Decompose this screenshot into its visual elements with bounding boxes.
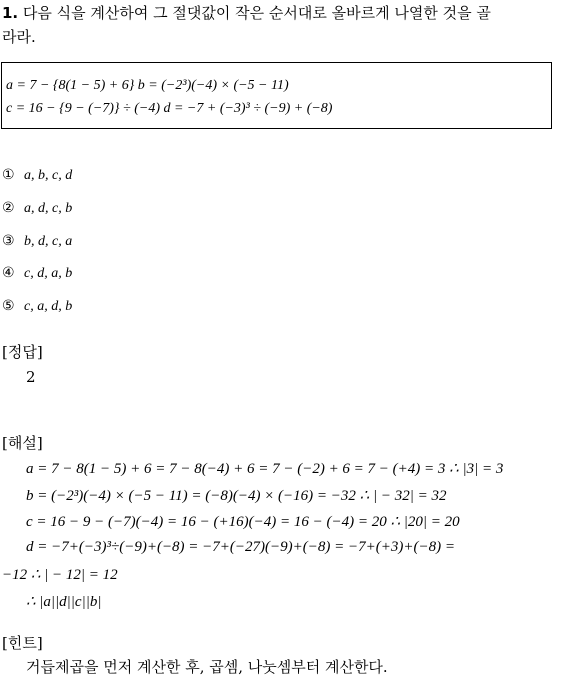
- question-line-1: [2, 1, 491, 25]
- option-text: c, d, a, b: [24, 266, 73, 281]
- option-number: ①: [2, 167, 15, 183]
- option-5[interactable]: [2, 298, 72, 315]
- option-text: a, b, c, d: [24, 168, 73, 183]
- given-line-2: c = 16 − {9 − (−7)} ÷ (−4) d = −7 + (−3)³ ÷ (−9) + (−8): [6, 101, 333, 116]
- option-1[interactable]: [2, 167, 72, 184]
- option-number: ②: [2, 200, 15, 216]
- solution-line: c = 16 − 9 − (−7)(−4) = 16 − (+16)(−4) = 16 − (−4) = 20 ∴ |20| = 20: [26, 514, 460, 530]
- option-text: b, d, c, a: [24, 234, 73, 249]
- given-line-1: a = 7 − {8(1 − 5) + 6} b = (−2³)(−4) × (−5 − 11): [6, 78, 289, 93]
- option-number: ③: [2, 233, 15, 249]
- option-2[interactable]: [2, 200, 72, 217]
- question-number: 1.: [2, 4, 19, 22]
- hint-text: 거듭제곱을 먼저 계산한 후, 곱셈, 나눗셈부터 계산한다.: [26, 658, 388, 676]
- solution-line: −12 ∴ | − 12| = 12: [2, 567, 118, 583]
- solution-line: ∴ |a||d||c||b|: [26, 594, 102, 610]
- option-text: c, a, d, b: [24, 299, 73, 314]
- option-number: ⑤: [2, 298, 15, 314]
- option-4[interactable]: [2, 265, 72, 282]
- question-line-2: 라라.: [2, 28, 36, 46]
- solution-line: d = −7+(−3)³÷(−9)+(−8) = −7+(−27)(−9)+(−8) = −7+(+3)+(−8) =: [26, 539, 455, 555]
- option-number: ④: [2, 265, 15, 281]
- hint-label: [힌트]: [2, 634, 43, 652]
- solution-line: a = 7 − 8(1 − 5) + 6 = 7 − 8(−4) + 6 = 7 − (−2) + 6 = 7 − (+4) = 3 ∴ |3| = 3: [26, 461, 504, 477]
- option-text: a, d, c, b: [24, 201, 73, 216]
- answer-value: 2: [26, 368, 36, 386]
- solution-label: [해설]: [2, 434, 43, 452]
- question-text: 다음 식을 계산하여 그 절댓값이 작은 순서대로 올바르게 나열한 것을 골: [22, 4, 491, 22]
- answer-label: [정답]: [2, 343, 43, 361]
- given-expressions-box: [1, 62, 552, 129]
- option-3[interactable]: [2, 233, 72, 250]
- solution-line: b = (−2³)(−4) × (−5 − 11) = (−8)(−4) × (−16) = −32 ∴ | − 32| = 32: [26, 488, 447, 504]
